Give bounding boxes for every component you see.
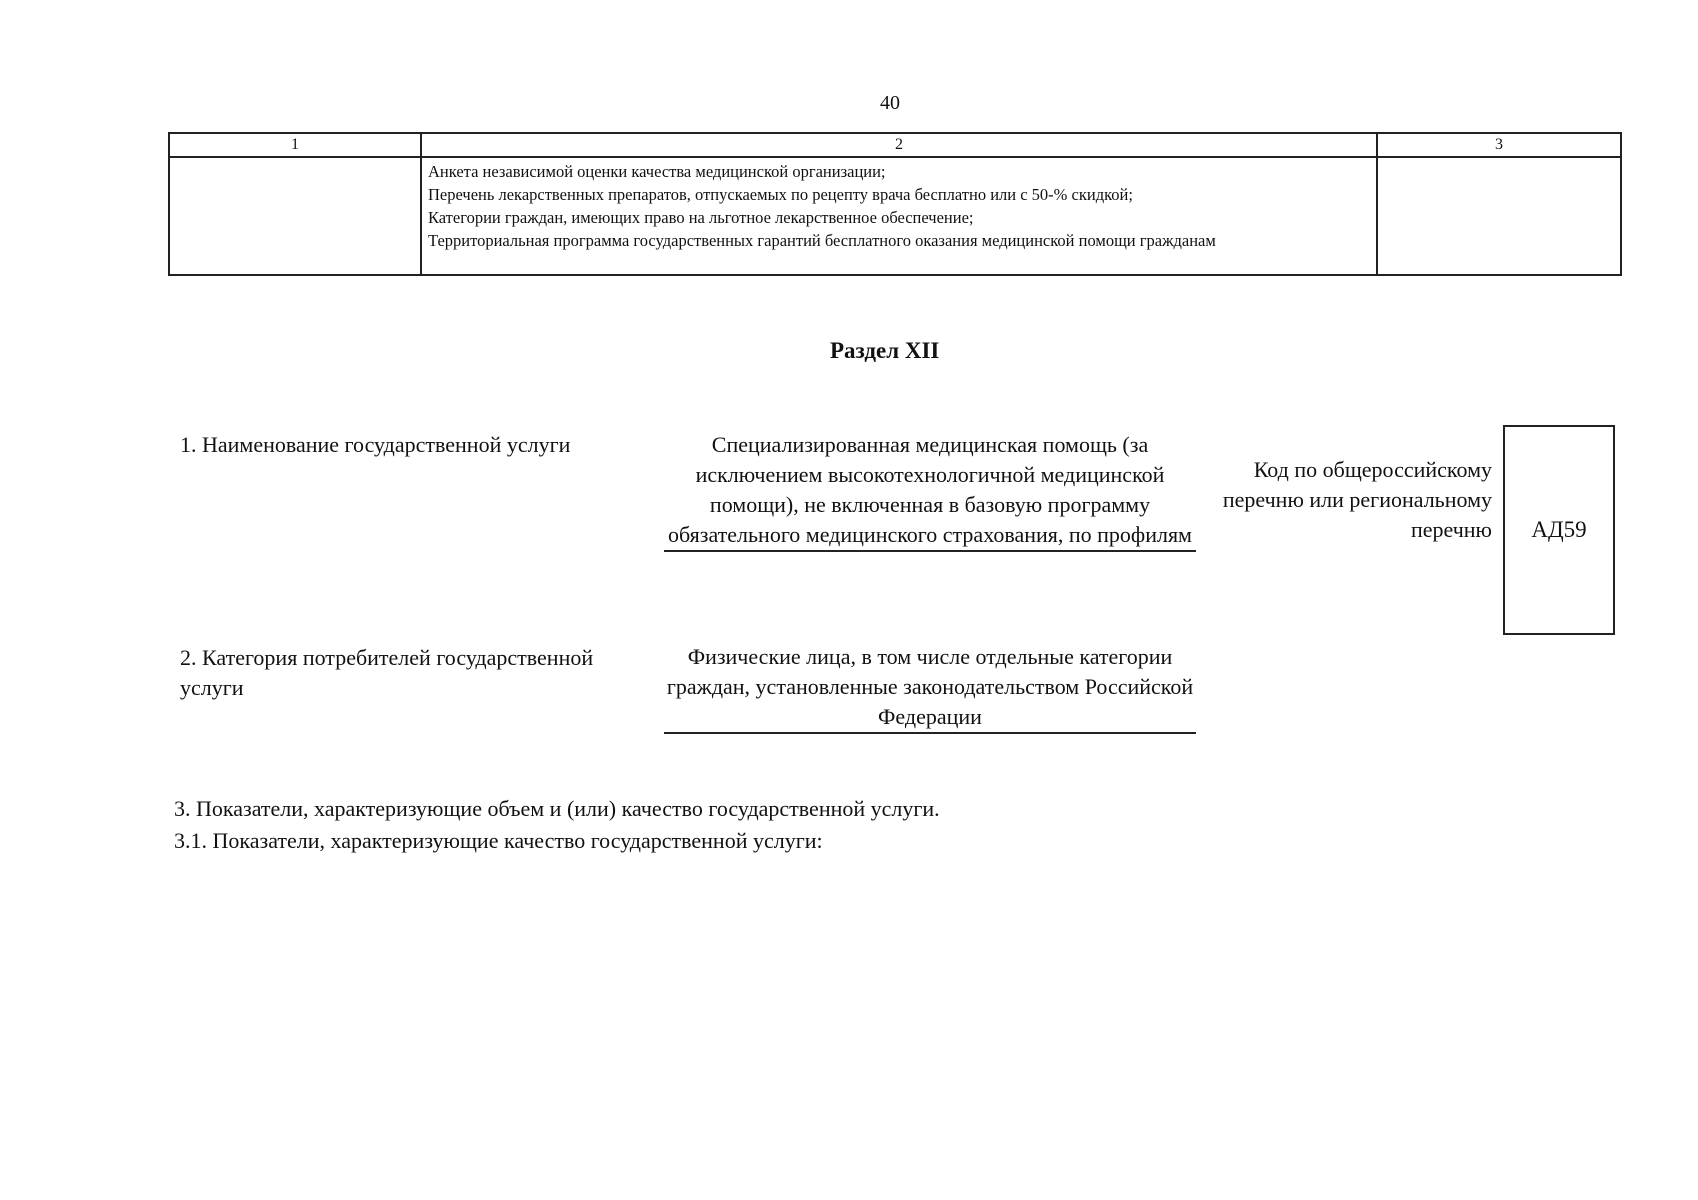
registry-code-label: Код по общероссийскому перечню или региональному перечню: [1222, 457, 1492, 542]
indicators-heading: 3. Показатели, характеризующие объем и (или) качество государственной услуги.: [174, 796, 940, 821]
list-item: Анкета независимой оценки качества медицинской организации;: [428, 162, 886, 181]
list-item: Перечень лекарственных препаратов, отпускаемых по рецепту врача бесплатно или с 50-% скидкой;: [428, 185, 1133, 204]
service-name-label: 1. Наименование государственной услуги: [180, 432, 571, 457]
continuation-table: [168, 132, 1622, 276]
documents-list: [422, 158, 1376, 252]
table-cell-empty-3: [1377, 157, 1621, 275]
list-item: Территориальная программа государственных гарантий бесплатного оказания медицинской помощи гражданам: [428, 231, 1216, 250]
table-header-row: [169, 133, 1621, 157]
table-header-cell-2: 2: [421, 133, 1377, 157]
table-header-cell-3: 3: [1377, 133, 1621, 157]
table-cell-documents: [421, 157, 1377, 275]
service-name-value: Специализированная медицинская помощь (за исключением высокотехнологичной медицинской помощи), не включенная в базовую программу обязательного медицинского страхования, по профилям: [664, 430, 1196, 552]
table-cell-empty-1: [169, 157, 421, 275]
consumer-category-label: 2. Категория потребителей государственной услуги: [180, 645, 594, 700]
consumer-category-value: Физические лица, в том числе отдельные категории граждан, установленные законодательством Российской Федерации: [664, 642, 1196, 734]
registry-code-value: АД59: [1531, 517, 1587, 542]
registry-code-box: [1503, 425, 1615, 635]
section-title: Раздел XII: [830, 338, 940, 363]
table-row: [169, 157, 1621, 275]
quality-indicators-heading: 3.1. Показатели, характеризующие качество государственной услуги:: [174, 828, 823, 853]
page-number: 40: [880, 92, 900, 114]
table-header-cell-1: 1: [169, 133, 421, 157]
list-item: Категории граждан, имеющих право на льготное лекарственное обеспечение;: [428, 208, 974, 227]
